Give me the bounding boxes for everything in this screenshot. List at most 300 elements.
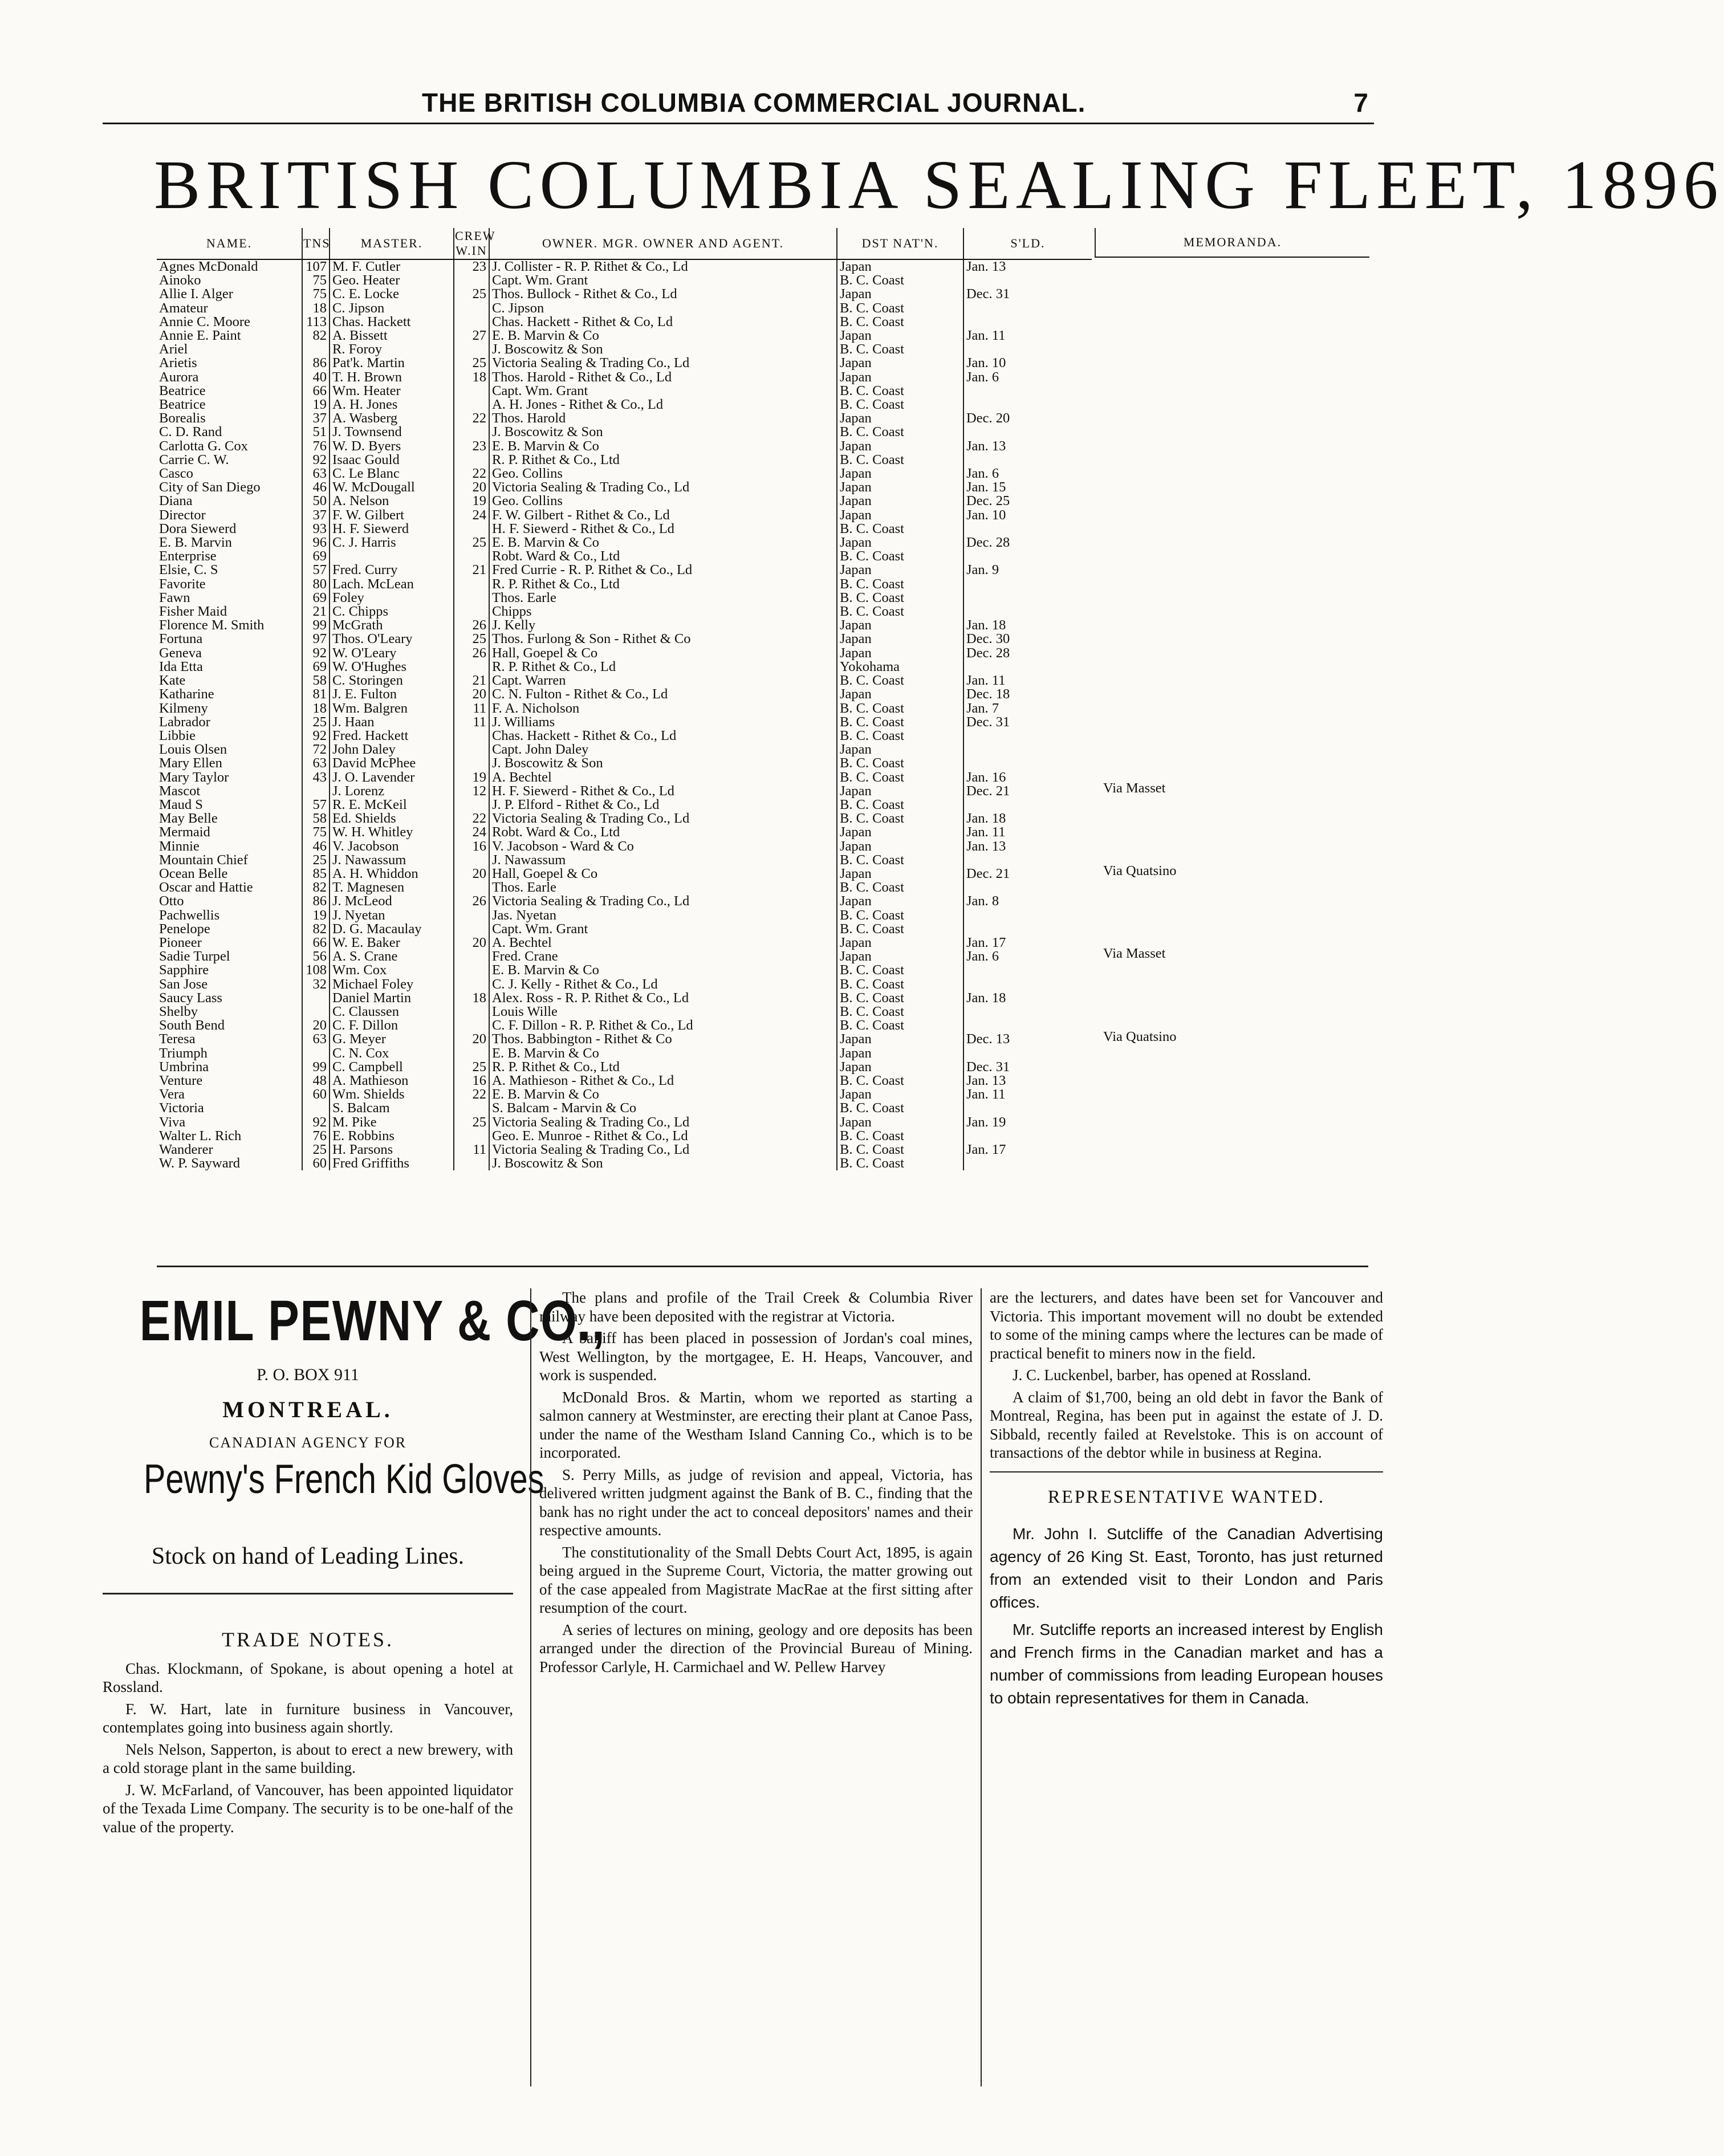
table-cell: Geneva (159, 645, 202, 661)
memoranda-blank (1103, 823, 1365, 837)
table-cell: Louis Wille (489, 1005, 837, 1019)
table-cell: Japan (837, 1047, 963, 1060)
table-cell: Japan (837, 259, 963, 274)
table-cell: Carlotta G. Cox (159, 438, 248, 454)
memoranda-blank (1103, 768, 1365, 782)
table-cell: 75 (302, 274, 330, 287)
table-row (157, 453, 1092, 467)
table-cell: 58 (302, 812, 330, 825)
table-cell: Chas. Hackett - Rithet & Co, Ld (489, 315, 837, 329)
table-cell: C. F. Dillon (330, 1019, 454, 1032)
table-cell: Thos. Earle (489, 591, 837, 605)
table-cell: Victoria Sealing & Trading Co., Ld (489, 1116, 837, 1129)
table-cell: B. C. Coast (837, 756, 963, 770)
memoranda-blank (1103, 534, 1365, 547)
table-cell: 22 (454, 812, 489, 825)
memoranda-blank (1103, 1016, 1365, 1030)
table-cell: 75 (302, 825, 330, 839)
table-cell (454, 729, 489, 743)
table-cell: Japan (837, 371, 963, 384)
table-cell: J. Boscowitz & Son (489, 425, 837, 439)
table-cell (963, 978, 1092, 991)
table-cell: B. C. Coast (837, 591, 963, 605)
table-cell: B. C. Coast (837, 522, 963, 536)
table-cell: Jan. 18 (963, 812, 1092, 825)
table-cell: J. Haan (330, 715, 454, 729)
table-row (157, 798, 1092, 812)
table-cell: Geo. Collins (489, 494, 837, 508)
memoranda-blank (1103, 878, 1365, 892)
memoranda-blank (1103, 892, 1365, 906)
table-cell: R. P. Rithet & Co., Ltd (489, 577, 837, 591)
table-cell: Foley (330, 591, 454, 605)
table-cell: Elsie, C. S (159, 562, 218, 578)
table-cell (454, 1101, 489, 1115)
memoranda-blank (1103, 409, 1365, 423)
memoranda-blank (1103, 1071, 1365, 1085)
table-cell: 18 (302, 702, 330, 715)
table-cell: Mary Taylor (159, 769, 229, 785)
memoranda-blank (1103, 1113, 1365, 1126)
table-cell: 46 (302, 840, 330, 853)
table-cell: Robt. Ward & Co., Ltd (489, 825, 837, 839)
table-cell: May Belle (159, 811, 218, 827)
table-cell: Dec. 20 (963, 412, 1092, 425)
table-cell: 76 (302, 440, 330, 453)
table-cell (963, 729, 1092, 743)
table-cell: Victoria Sealing & Trading Co., Ld (489, 894, 837, 908)
table-cell: E. B. Marvin & Co (489, 1088, 837, 1101)
table-cell: Arietis (159, 355, 197, 371)
table-cell: McGrath (330, 619, 454, 632)
table-row (157, 1101, 1092, 1115)
table-cell: Allie I. Alger (159, 286, 233, 302)
table-cell: A. Mathieson (330, 1074, 454, 1088)
table-cell: E. B. Marvin & Co (489, 536, 837, 550)
memoranda-blank (1103, 520, 1365, 534)
table-cell (454, 274, 489, 287)
table-cell: J. McLeod (330, 894, 454, 908)
table-row (157, 950, 1092, 963)
table-cell: H. F. Siewerd (330, 522, 454, 536)
table-cell: Dec. 30 (963, 632, 1092, 646)
table-cell: Jan. 13 (963, 1074, 1092, 1088)
table-cell: Capt. Wm. Grant (489, 274, 837, 287)
ad-gloves: Pewny's French Kid Gloves (144, 1457, 544, 1502)
table-cell: C. J. Kelly - Rithet & Co., Ld (489, 978, 837, 991)
table-cell: 18 (454, 371, 489, 384)
table-cell: 20 (454, 867, 489, 881)
table-cell: Japan (837, 509, 963, 522)
memoranda-blank (1103, 313, 1365, 327)
table-row (157, 550, 1092, 563)
table-cell: Japan (837, 646, 963, 660)
table-cell: Chas. Hackett (330, 315, 454, 329)
table-cell: 23 (454, 440, 489, 453)
table-cell (963, 1157, 1092, 1170)
fleet-table-grid (157, 228, 1092, 1170)
table-cell: Favorite (159, 576, 206, 592)
table-row (157, 881, 1092, 894)
table-cell: Alex. Ross - R. P. Rithet & Co., Ld (489, 991, 837, 1005)
table-cell (963, 756, 1092, 770)
table-cell: W. O'Hughes (330, 660, 454, 674)
news-paragraph: S. Perry Mills, as judge of revision and appeal, Victoria, has delivered written judgment against the Bank of B. C., finding that the bank has no right under the act to conceal depositors' names and their respective amounts. (539, 1466, 973, 1539)
news-paragraph: A claim of $1,700, being an old debt in favor the Bank of Montreal, Regina, has been put in against the estate of J. D. Sibbald, recently failed at Revelstoke. This is on account of transactions of the debtor while in business at Regina. (990, 1388, 1383, 1461)
memoranda-blank (1103, 547, 1365, 561)
table-cell: B. C. Coast (837, 384, 963, 398)
table-cell: M. Pike (330, 1116, 454, 1129)
table-cell: 27 (454, 329, 489, 343)
table-cell: Jan. 17 (963, 1143, 1092, 1157)
table-cell: 56 (302, 950, 330, 963)
column-header: TNS (302, 228, 330, 259)
table-row (157, 605, 1092, 619)
table-cell (963, 315, 1092, 329)
table-cell: 43 (302, 771, 330, 784)
table-cell: Jan. 10 (963, 509, 1092, 522)
table-cell: B. C. Coast (837, 978, 963, 991)
table-cell: E. B. Marvin & Co (489, 329, 837, 343)
table-cell: Ocean Belle (159, 865, 228, 881)
table-cell: Japan (837, 840, 963, 853)
memoranda-blank (1103, 685, 1365, 699)
table-cell: Lach. McLean (330, 577, 454, 591)
ad-city: MONTREAL. (222, 1397, 393, 1422)
table-cell (454, 756, 489, 770)
column-header: OWNER. MGR. OWNER AND AGENT. (489, 228, 837, 259)
table-cell: Victoria (159, 1100, 204, 1116)
table-cell: M. F. Cutler (330, 259, 454, 274)
table-cell: Jan. 10 (963, 356, 1092, 370)
table-cell: J. O. Lavender (330, 771, 454, 784)
table-row (157, 840, 1092, 853)
table-cell: B. C. Coast (837, 1143, 963, 1157)
table-cell: 92 (302, 453, 330, 467)
table-row (157, 991, 1092, 1005)
table-cell: Dec. 31 (963, 1060, 1092, 1074)
memoranda-blank (1103, 258, 1365, 271)
table-cell: Thos. Babbington - Rithet & Co (489, 1032, 837, 1046)
table-cell: B. C. Coast (837, 577, 963, 591)
table-cell: A. Bissett (330, 329, 454, 343)
table-row (157, 481, 1092, 494)
table-cell: B. C. Coast (837, 302, 963, 315)
table-cell: C. Jipson (489, 302, 837, 315)
table-cell: S. Balcam (330, 1101, 454, 1115)
memoranda-blank (1103, 1044, 1365, 1057)
table-cell: T. Magnesen (330, 881, 454, 894)
table-cell: 81 (302, 688, 330, 701)
table-row (157, 384, 1092, 398)
news-paragraph: The plans and profile of the Trail Creek & Columbia River railway have been deposited with the registrar at Victoria. (539, 1289, 973, 1325)
table-cell: Mary Ellen (159, 755, 222, 771)
table-cell: Japan (837, 936, 963, 950)
ad-rule (103, 1593, 513, 1594)
table-cell: F. W. Gilbert (330, 509, 454, 522)
table-cell: A. Wasberg (330, 412, 454, 425)
table-row (157, 302, 1092, 315)
table-cell: Japan (837, 481, 963, 494)
table-cell (963, 1005, 1092, 1019)
memoranda-blank (1103, 340, 1365, 354)
table-cell: Kate (159, 673, 186, 689)
table-cell: Hall, Goepel & Co (489, 867, 837, 881)
table-cell: C. Campbell (330, 1060, 454, 1074)
table-cell: Fred Currie - R. P. Rithet & Co., Ld (489, 563, 837, 577)
table-cell: 46 (302, 481, 330, 494)
table-cell: Ed. Shields (330, 812, 454, 825)
table-row (157, 467, 1092, 481)
table-cell: B. C. Coast (837, 550, 963, 563)
table-cell: J. Williams (489, 715, 837, 729)
table-cell (454, 591, 489, 605)
ad-agency: CANADIAN AGENCY FOR (209, 1434, 407, 1451)
table-cell: Japan (837, 467, 963, 481)
table-row (157, 1074, 1092, 1088)
memoranda-blank (1103, 382, 1365, 396)
table-row (157, 274, 1092, 287)
table-cell: 80 (302, 577, 330, 591)
memoranda-blank (1103, 672, 1365, 685)
table-cell: 19 (454, 494, 489, 508)
table-cell: 21 (302, 605, 330, 619)
memoranda-blank (1103, 1126, 1365, 1140)
table-cell: 19 (302, 909, 330, 922)
table-cell: Libbie (159, 727, 196, 743)
table-cell: 37 (302, 509, 330, 522)
table-cell: Dec. 28 (963, 536, 1092, 550)
table-row (157, 729, 1092, 743)
table-cell: Japan (837, 287, 963, 301)
memoranda-blank (1103, 906, 1365, 920)
table-cell: Thos. O'Leary (330, 632, 454, 646)
table-cell: Dec. 18 (963, 688, 1092, 701)
table-cell (963, 605, 1092, 619)
table-cell: Thos. Harold - Rithet & Co., Ld (489, 371, 837, 384)
table-cell: Viva (159, 1114, 186, 1130)
table-cell (454, 1157, 489, 1170)
ad-box: P. O. BOX 911 (257, 1365, 359, 1384)
news-column-middle (530, 1288, 973, 2086)
table-cell: Shelby (159, 1003, 198, 1019)
table-cell: B. C. Coast (837, 881, 963, 894)
table-cell (454, 302, 489, 315)
table-cell: Japan (837, 619, 963, 632)
table-cell: C. N. Fulton - Rithet & Co., Ld (489, 688, 837, 701)
table-cell: G. Meyer (330, 1032, 454, 1046)
memoranda-blank (1103, 975, 1365, 988)
table-row (157, 1143, 1092, 1157)
table-cell: Jan. 18 (963, 619, 1092, 632)
table-cell (963, 453, 1092, 467)
memoranda-blank (1103, 988, 1365, 1002)
table-cell: 58 (302, 674, 330, 688)
table-cell: Jan. 11 (963, 329, 1092, 343)
table-cell: South Bend (159, 1018, 225, 1034)
table-cell: R. P. Rithet & Co., Ltd (489, 453, 837, 467)
table-cell (963, 425, 1092, 439)
table-row (157, 715, 1092, 729)
memoranda-blank (1103, 616, 1365, 630)
table-cell: Thos. Earle (489, 881, 837, 894)
table-cell: E. B. Marvin & Co (489, 1047, 837, 1060)
table-row (157, 632, 1092, 646)
table-cell: 19 (302, 398, 330, 412)
table-cell: B. C. Coast (837, 729, 963, 743)
table-cell: 82 (302, 922, 330, 936)
table-cell: B. C. Coast (837, 991, 963, 1005)
table-cell: B. C. Coast (837, 798, 963, 812)
memoranda-blank (1103, 933, 1365, 947)
table-cell (454, 798, 489, 812)
table-cell: Dec. 25 (963, 494, 1092, 508)
memoranda-blank (1103, 795, 1365, 809)
table-cell: T. H. Brown (330, 371, 454, 384)
table-cell: B. C. Coast (837, 674, 963, 688)
memoranda-blank (1103, 630, 1365, 644)
table-cell: J. E. Fulton (330, 688, 454, 701)
table-row (157, 440, 1092, 453)
table-cell: Jan. 16 (963, 771, 1092, 784)
memoranda-entry: Via Masset (1103, 780, 1166, 796)
table-cell: Annie C. Moore (159, 314, 250, 329)
memoranda-blank (1103, 368, 1365, 382)
memoranda-blank (1103, 1085, 1365, 1099)
table-cell: Pachwellis (159, 907, 220, 923)
table-cell: B. C. Coast (837, 1101, 963, 1115)
table-row (157, 343, 1092, 356)
table-cell: Dec. 31 (963, 715, 1092, 729)
table-row (157, 660, 1092, 674)
table-cell (454, 1047, 489, 1060)
table-cell: Chipps (489, 605, 837, 619)
table-row (157, 743, 1092, 756)
table-cell: Ainoko (159, 272, 201, 288)
memoranda-blank (1103, 1002, 1365, 1016)
table-cell: Fred. Crane (489, 950, 837, 963)
table-cell: Yokohama (837, 660, 963, 674)
memoranda-blank (1103, 465, 1365, 478)
table-cell: Fortuna (159, 631, 203, 647)
table-cell: David McPhee (330, 756, 454, 770)
table-cell (963, 1129, 1092, 1143)
table-cell (963, 909, 1092, 922)
news-paragraph: A bailiff has been placed in possession of Jordan's coal mines, West Wellington, by the mortgagee, E. H. Heaps, Vancouver, and work is suspended. (539, 1329, 973, 1384)
table-cell: Jan. 13 (963, 259, 1092, 274)
table-cell: H. F. Siewerd - Rithet & Co., Ld (489, 784, 837, 798)
table-cell (302, 1005, 330, 1019)
table-cell: Jan. 13 (963, 840, 1092, 853)
table-row (157, 591, 1092, 605)
table-cell: 51 (302, 425, 330, 439)
table-cell: 32 (302, 978, 330, 991)
table-cell: Enterprise (159, 548, 217, 564)
table-cell: E. B. Marvin & Co (489, 963, 837, 977)
news-paragraph: McDonald Bros. & Martin, whom we reported as starting a salmon cannery at Westminster, are erecting their plant at Canoe Pass, under the name of the Westham Island Canning Co., which is to be incorporated. (539, 1388, 973, 1461)
table-cell: B. C. Coast (837, 702, 963, 715)
table-cell (963, 660, 1092, 674)
table-cell: Jan. 15 (963, 481, 1092, 494)
table-cell (454, 881, 489, 894)
table-cell: C. Storingen (330, 674, 454, 688)
table-cell: Oscar and Hattie (159, 880, 253, 896)
table-cell (454, 425, 489, 439)
table-cell: 25 (454, 1060, 489, 1074)
table-row (157, 1116, 1092, 1129)
table-cell: 25 (302, 715, 330, 729)
table-cell: Japan (837, 356, 963, 370)
table-cell (454, 1005, 489, 1019)
table-row (157, 963, 1092, 977)
table-row (157, 922, 1092, 936)
table-cell: J. Boscowitz & Son (489, 1157, 837, 1170)
table-cell: Kilmeny (159, 700, 208, 716)
table-cell: 50 (302, 494, 330, 508)
table-cell: 20 (302, 1019, 330, 1032)
table-cell: A. Nelson (330, 494, 454, 508)
page-number: 7 (1353, 88, 1368, 117)
table-cell: Japan (837, 1088, 963, 1101)
table-row (157, 894, 1092, 908)
table-cell: Louis Olsen (159, 742, 227, 758)
memoranda-header: MEMORANDA. (1095, 228, 1369, 258)
table-row (157, 1088, 1092, 1101)
table-cell: Beatrice (159, 397, 206, 413)
table-cell (454, 978, 489, 991)
memoranda-blank (1103, 1140, 1365, 1154)
table-cell: 25 (454, 287, 489, 301)
table-cell: A. H. Jones - Rithet & Co., Ld (489, 398, 837, 412)
table-row (157, 936, 1092, 950)
table-cell: 11 (454, 1143, 489, 1157)
trade-note: Nels Nelson, Sapperton, is about to erect a new brewery, with a cold storage plant in the same building. (103, 1740, 513, 1776)
table-cell (454, 950, 489, 963)
table-cell: V. Jacobson - Ward & Co (489, 840, 837, 853)
table-cell: Florence M. Smith (159, 617, 265, 633)
table-row (157, 259, 1092, 274)
table-row (157, 536, 1092, 550)
table-cell: Mountain Chief (159, 852, 248, 868)
table-cell: 26 (454, 646, 489, 660)
table-cell: Jan. 7 (963, 702, 1092, 715)
table-cell: Victoria Sealing & Trading Co., Ld (489, 481, 837, 494)
table-cell: Aurora (159, 369, 199, 385)
page-header (103, 83, 1374, 124)
table-cell: B. C. Coast (837, 605, 963, 619)
table-cell: Pioneer (159, 934, 202, 950)
table-cell: A. H. Jones (330, 398, 454, 412)
table-row (157, 1060, 1092, 1074)
table-cell (454, 522, 489, 536)
table-cell: B. C. Coast (837, 853, 963, 867)
table-cell: Pat'k. Martin (330, 356, 454, 370)
table-cell: B. C. Coast (837, 1074, 963, 1088)
table-cell: J. Nawassum (330, 853, 454, 867)
table-cell (454, 315, 489, 329)
table-cell (963, 1101, 1092, 1115)
table-cell: 25 (454, 632, 489, 646)
table-cell (454, 398, 489, 412)
table-cell: 25 (302, 1143, 330, 1157)
table-cell (302, 991, 330, 1005)
table-cell (963, 1019, 1092, 1032)
table-cell: Venture (159, 1072, 203, 1088)
memoranda-blank (1103, 285, 1365, 299)
table-cell: B. C. Coast (837, 1129, 963, 1143)
table-cell: Wm. Balgren (330, 702, 454, 715)
table-cell: 21 (454, 563, 489, 577)
